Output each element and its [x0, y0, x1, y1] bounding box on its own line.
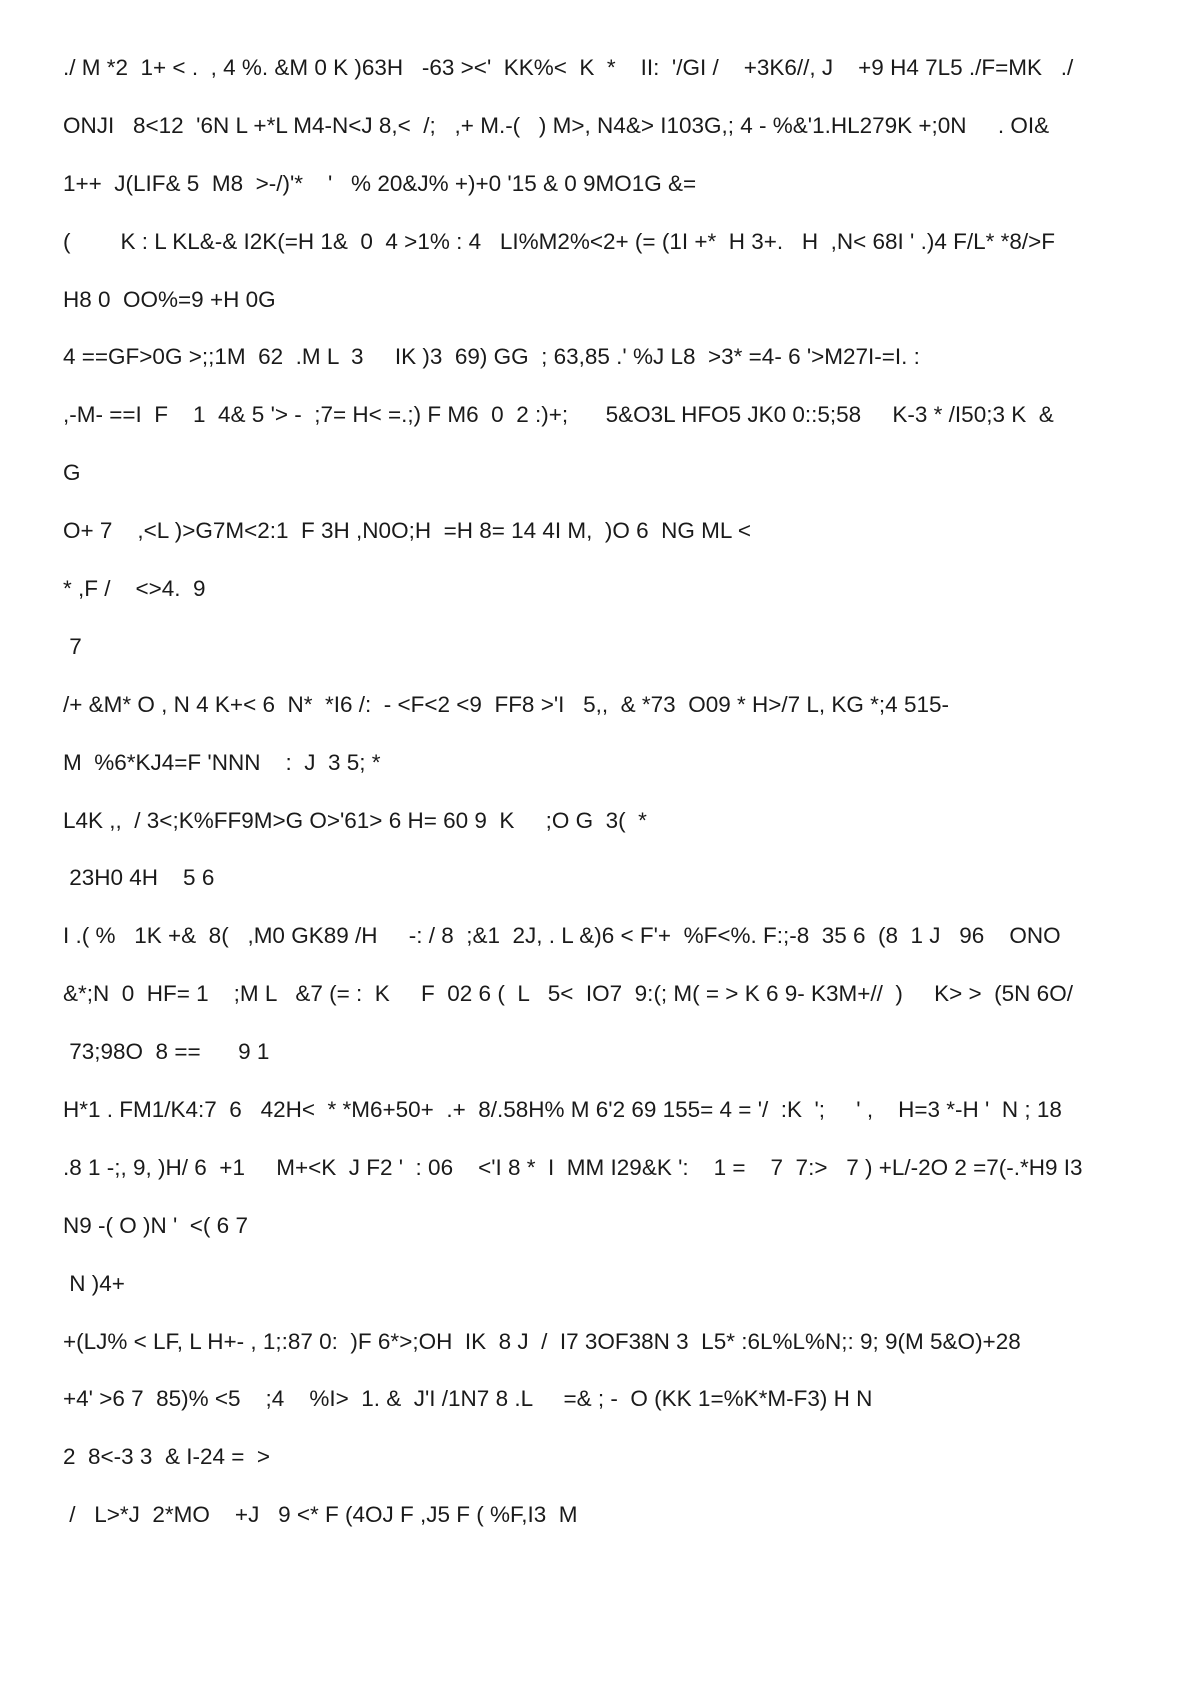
text-line: N9 -( O )N ' <( 6 7 — [63, 1212, 248, 1238]
text-line: 7 — [63, 633, 82, 659]
text-line: H8 0 OO%=9 +H 0G — [63, 286, 276, 312]
text-line: ,-M- ==I F 1 4& 5 '> - ;7= H< =.;) F M6 0 2 :)+; 5&O3L HFO5 JK0 0::5;58 K-3 * /I50;3 K & — [63, 402, 1054, 428]
text-line: * ,F / <>4. 9 — [63, 576, 206, 602]
text-line: &*;N 0 HF= 1 ;M L &7 (= : K F 02 6 ( L 5< IO7 9:(; M( = > K 6 9- K3M+// ) K> > (5N 6O/ — [63, 981, 1073, 1007]
text-line: G — [63, 460, 81, 486]
text-line: I .( % 1K +& 8( ,M0 GK89 /H -: / 8 ;&1 2J, . L &)6 < F'+ %F<%. F:;-8 35 6 (8 1 J 96 ONO — [63, 923, 1061, 949]
text-line: M %6*KJ4=F 'NNN : J 3 5; * — [63, 749, 381, 775]
text-line: 1++ J(LIF& 5 M8 >-/)'* ' % 20&J% +)+0 '15 & 0 9MO1G &= — [63, 170, 697, 196]
text-line: 2 8<-3 3 & I-24 = > — [63, 1444, 271, 1470]
text-line: O+ 7 ,<L )>G7M<2:1 F 3H ,N0O;H =H 8= 14 4I M, )O 6 NG ML < — [63, 518, 751, 544]
text-line: 23H0 4H 5 6 — [63, 865, 215, 891]
text-line: H*1 . FM1/K4:7 6 42H< * *M6+50+ .+ 8/.58H% M 6'2 69 155= 4 = '/ :K '; ' , H=3 *-H ' N ; 18 — [63, 1097, 1062, 1123]
text-line: L4K ,, / 3<;K%FF9M>G O>'61> 6 H= 60 9 K ;O G 3( * — [63, 807, 647, 833]
text-line: /+ &M* O , N 4 K+< 6 N* *I6 /: - <F<2 <9 FF8 >'I 5,, & *73 O09 * H>/7 L, KG *;4 515- — [63, 691, 949, 717]
text-line: +4' >6 7 85)% <5 ;4 %I> 1. & J'I /1N7 8 .L =& ; - O (KK 1=%K*M-F3) H N — [63, 1386, 873, 1412]
text-line: 4 ==GF>0G >;;1M 62 .M L 3 IK )3 69) GG ; 63,85 .' %J L8 >3* =4- 6 '>M27I-=I. : — [63, 344, 920, 370]
text-line: +(LJ% < LF, L H+- , 1;:87 0: )F 6*>;OH IK 8 J / I7 3OF38N 3 L5* :6L%L%N;: 9; 9(M 5&O)+28 — [63, 1328, 1021, 1354]
text-line: ./ M *2 1+ < . , 4 %. &M 0 K )63H -63 ><' KK%< K * II: '/GI / +3K6//, J +9 H4 7L5 ./F=MK ./ — [63, 55, 1074, 80]
text-line: .8 1 -;, 9, )H/ 6 +1 M+<K J F2 ' : 06 <'I 8 * I MM I29&K ': 1 = 7 7:> 7 ) +L/-2O 2 =7(-.*H9 I3 — [63, 1154, 1083, 1180]
text-line: / L>*J 2*MO +J 9 <* F (4OJ F ,J5 F ( %F,I3 M — [63, 1502, 578, 1528]
text-line: N )4+ — [63, 1270, 125, 1296]
text-line: ONJI 8<12 '6N L +*L M4-N<J 8,< /; ,+ M.-( ) M>, N4&> I103G,; 4 - %&'1.HL279K +;0N . OI& — [63, 112, 1050, 138]
text-line: 73;98O 8 == 9 1 — [63, 1039, 270, 1065]
document-body — [63, 53, 1140, 1558]
text-line: ( K : L KL&-& I2K(=H 1& 0 4 >1% : 4 LI%M2%<2+ (= (1I +* H 3+. H ,N< 68I ' .)4 F/L* *8/>F — [63, 228, 1056, 254]
